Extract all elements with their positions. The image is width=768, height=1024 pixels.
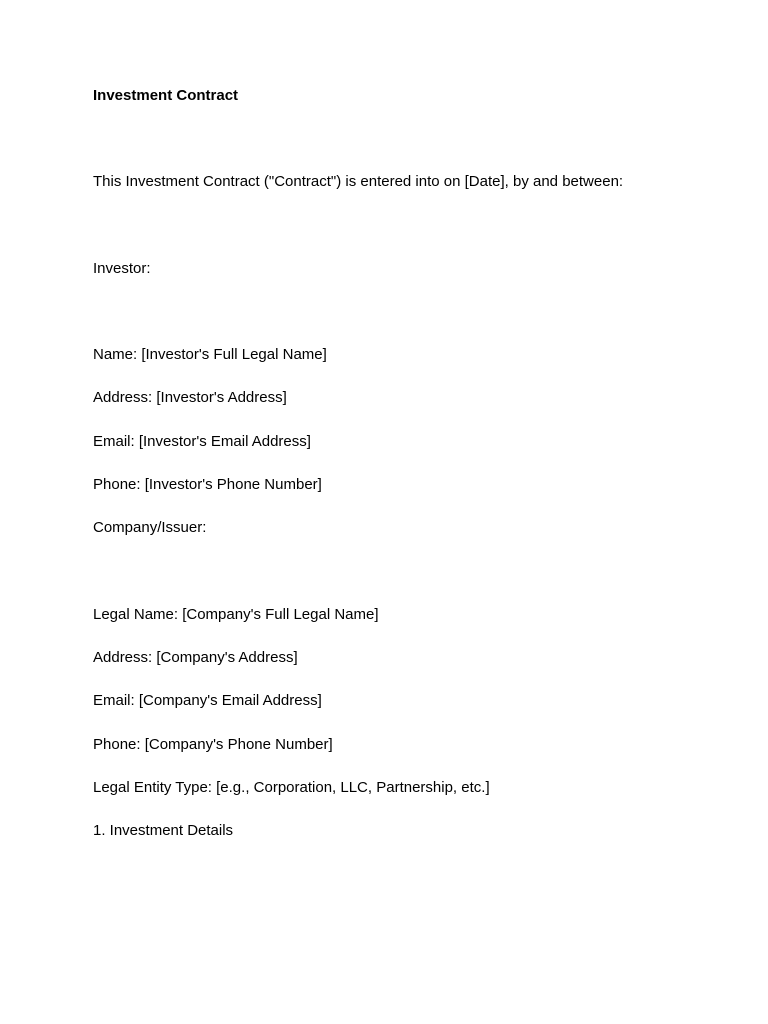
investor-phone: Phone: [Investor's Phone Number]	[93, 476, 322, 493]
document-title: Investment Contract	[93, 87, 239, 104]
investor-heading: Investor:	[93, 260, 151, 277]
intro-paragraph: This Investment Contract ("Contract") is entered into on [Date], by and between:	[93, 173, 624, 190]
investor-email: Email: [Investor's Email Address]	[93, 433, 311, 450]
investor-name: Name: [Investor's Full Legal Name]	[93, 346, 327, 363]
section-heading-investment-details: 1. Investment Details	[93, 822, 234, 839]
company-email: Email: [Company's Email Address]	[93, 692, 322, 709]
company-address: Address: [Company's Address]	[93, 649, 298, 666]
company-phone: Phone: [Company's Phone Number]	[93, 736, 333, 753]
company-heading: Company/Issuer:	[93, 519, 207, 536]
company-entity-type: Legal Entity Type: [e.g., Corporation, LLC, Partnership, etc.]	[93, 779, 490, 796]
investor-address: Address: [Investor's Address]	[93, 389, 287, 406]
company-legal-name: Legal Name: [Company's Full Legal Name]	[93, 606, 379, 623]
